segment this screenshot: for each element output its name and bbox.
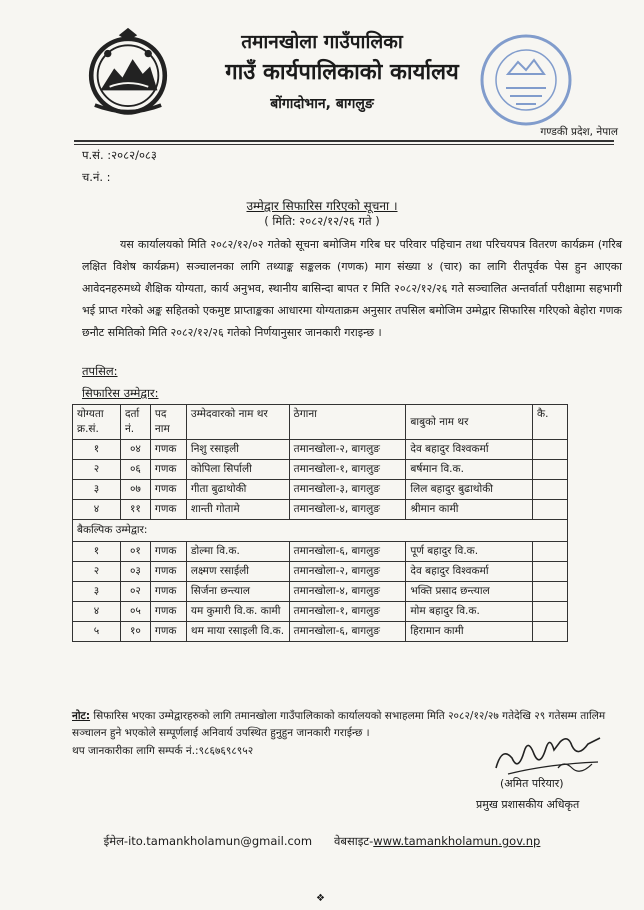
cell-reg: ११ [120, 500, 150, 520]
cell-reg: ०६ [120, 460, 150, 480]
cell-remarks [533, 480, 568, 500]
cell-remarks [533, 582, 568, 602]
table-row [73, 480, 568, 500]
cell-post: गणक [150, 440, 186, 460]
contact-info: थप जानकारीका लागि सम्पर्क नं.:९८६७६९८९५२ [72, 745, 254, 757]
signer-title: प्रमुख प्रशासकीय अधिकृत [476, 798, 580, 811]
handwritten-signature-icon [488, 724, 608, 782]
cell-reg: ०१ [120, 542, 150, 562]
cell-address: तमानखोला-३, बागलुङ [289, 480, 406, 500]
notice-subject-text: उम्मेद्वार सिफारिस गरिएको सूचना । [246, 199, 398, 213]
cell-father: हिरामान कामी [406, 622, 533, 642]
cell-remarks [533, 440, 568, 460]
cell-name: थम माया रसाइली वि.क. [186, 622, 289, 642]
table-row [73, 500, 568, 520]
cell-name: कोपिला सिर्पाली [186, 460, 289, 480]
cell-name: निशु रसाइली [186, 440, 289, 460]
cell-post: गणक [150, 542, 186, 562]
cell-rank: ४ [73, 500, 121, 520]
cell-post: गणक [150, 480, 186, 500]
cell-post: गणक [150, 460, 186, 480]
cell-reg: ०४ [120, 440, 150, 460]
table-row [73, 602, 568, 622]
table-row [73, 562, 568, 582]
reference-number: प.सं. :२०८२/०८३ [82, 148, 157, 162]
cell-rank: १ [73, 542, 121, 562]
notice-body [82, 234, 622, 344]
cell-rank: ४ [73, 602, 121, 622]
cell-address: तमानखोला-२, बागलुङ [289, 562, 406, 582]
cell-reg: ०३ [120, 562, 150, 582]
cell-rank: ३ [73, 480, 121, 500]
alternate-label: बैकल्पिक उम्मेद्वार: [73, 520, 568, 542]
cell-address: तमानखोला-४, बागलुङ [289, 500, 406, 520]
cell-post: गणक [150, 582, 186, 602]
recommended-rows [73, 440, 568, 520]
office-name-main: गाउँ कार्यपालिकाको कार्यालय [225, 60, 459, 85]
cell-remarks [533, 562, 568, 582]
notice-body-paragraph: यस कार्यालयको मिति २०८२/१२/०२ गतेको सूचना बमोजिम गरिब घर परिवार पहिचान तथा परिचयपत्र वितरण कार्यक्रम (गरिब लक्षित विशेष कार्यक्रम) सञ्चालनका लागि तथ्याङ्क सङ्कलक (गणक) माग संख्या ४ (चार) का लागि रीतपूर्वक पेस हुन आएका आवेदनहरुमध्ये शैक्षिक योग्यता, कार्य अनुभव, स्थानीय बासिन्दा बापत र मिति २०८२/१२/२६ गते सञ्चालित अन्तर्वार्ता परीक्षामा सहभागी भई प्राप्त गरेको अङ्क सहितको एकमुष्ट प्राप्ताङ्कका आधारमा योग्यताक्रम अनुसार तपसिल बमोजिम उम्मेद्वार सिफारिस गरिएको बेहोरा गणक छनौट समितिको मिति २०८२/१२/२६ गतेको निर्णयानुसार जानकारी गराइन्छ । [82, 238, 622, 339]
page-marker: ❖ [316, 893, 325, 904]
cell-address: तमानखोला-४, बागलुङ [289, 582, 406, 602]
cell-address: तमानखोला-१, बागलुङ [289, 460, 406, 480]
cell-reg: १० [120, 622, 150, 642]
email-label: ईमेल- [103, 834, 129, 848]
table-row [73, 582, 568, 602]
cell-name: शान्ती गोतामे [186, 500, 289, 520]
tapsil-label: तपसिल: [82, 364, 118, 378]
office-stamp-icon [474, 30, 578, 130]
header-rank: योग्यता क्र.सं. [73, 405, 121, 440]
office-address: बोंगादोभान, बागलुङ [270, 96, 374, 112]
header-father: बाबुको नाम थर [406, 405, 533, 440]
cell-rank: ३ [73, 582, 121, 602]
cell-reg: ०५ [120, 602, 150, 622]
cell-rank: १ [73, 440, 121, 460]
website-label: वेबसाइट- [333, 834, 374, 848]
cell-name: डोल्मा वि.क. [186, 542, 289, 562]
office-name-top: तमानखोला गाउँपालिका [241, 31, 403, 53]
notice-date: ( मिति: २०८२/१२/२६ गते ) [264, 214, 380, 228]
cell-remarks [533, 542, 568, 562]
cell-rank: २ [73, 562, 121, 582]
cell-name: सिर्जना छन्त्याल [186, 582, 289, 602]
signer-name: (अमित परियार) [500, 777, 564, 790]
cell-reg: ०७ [120, 480, 150, 500]
alternate-label-row [73, 520, 568, 542]
footer [0, 834, 644, 849]
cell-father: देव बहादुर विश्वकर्मा [406, 562, 533, 582]
cell-address: तमानखोला-१, बागलुङ [289, 602, 406, 622]
cell-post: गणक [150, 622, 186, 642]
cell-father: देव बहादुर विश्वकर्मा [406, 440, 533, 460]
alternate-rows [73, 542, 568, 642]
cell-post: गणक [150, 562, 186, 582]
note-label: नोट: [72, 710, 91, 722]
table-row [73, 440, 568, 460]
cell-remarks [533, 622, 568, 642]
cell-father: लिल बहादुर बुढाथोकी [406, 480, 533, 500]
dispatch-number: च.नं. : [82, 170, 111, 184]
header-reg: दर्ता नं. [120, 405, 150, 440]
website-link[interactable]: www.tamankholamun.gov.np [373, 834, 541, 848]
table-row [73, 460, 568, 480]
header-address: ठेगाना [289, 405, 406, 440]
header-divider [74, 140, 614, 145]
table-row [73, 622, 568, 642]
cell-father: बर्षमान वि.क. [406, 460, 533, 480]
cell-father: भक्ति प्रसाद छन्त्याल [406, 582, 533, 602]
cell-father: श्रीमान कामी [406, 500, 533, 520]
cell-post: गणक [150, 500, 186, 520]
recommended-label: सिफारिस उम्मेद्वार: [82, 386, 159, 400]
cell-rank: २ [73, 460, 121, 480]
cell-father: पूर्ण बहादुर वि.क. [406, 542, 533, 562]
candidates-table [72, 404, 568, 642]
province-text: गण्डकी प्रदेश, नेपाल [540, 126, 618, 138]
cell-name: गीता बुढाथोकी [186, 480, 289, 500]
note-text: सिफारिस भएका उम्मेद्वारहरुको लागि तमानखोला गाउँपालिकाको कार्यालयको सभाहलमा मिति २०८२/१२/२७ गतेदेखि २९ गतेसम्म तालिम सञ्चालन हुने भएकोले सम्पूर्णलाई अनिवार्य उपस्थित हुनुहुन जानकारी गराईन्छ । [72, 710, 606, 739]
header-post: पद नाम [150, 405, 186, 440]
cell-name: लक्ष्मण रसाईली [186, 562, 289, 582]
cell-remarks [533, 500, 568, 520]
cell-name: यम कुमारी वि.क. कामी [186, 602, 289, 622]
header-remarks: कै. [533, 405, 568, 440]
cell-remarks [533, 460, 568, 480]
cell-rank: ५ [73, 622, 121, 642]
table-row [73, 542, 568, 562]
cell-father: मोम बहादुर वि.क. [406, 602, 533, 622]
notice-subject [0, 197, 644, 214]
table-header-row [73, 405, 568, 440]
header-name: उम्मेदवारको नाम थर [186, 405, 289, 440]
cell-post: गणक [150, 602, 186, 622]
email-link[interactable]: ito.tamankholamun@gmail.com [128, 834, 313, 848]
cell-reg: ०२ [120, 582, 150, 602]
cell-address: तमानखोला-६, बागलुङ [289, 542, 406, 562]
cell-address: तमानखोला-२, बागलुङ [289, 440, 406, 460]
alternate-section [73, 520, 568, 542]
cell-remarks [533, 602, 568, 622]
cell-address: तमानखोला-६, बागलुङ [289, 622, 406, 642]
